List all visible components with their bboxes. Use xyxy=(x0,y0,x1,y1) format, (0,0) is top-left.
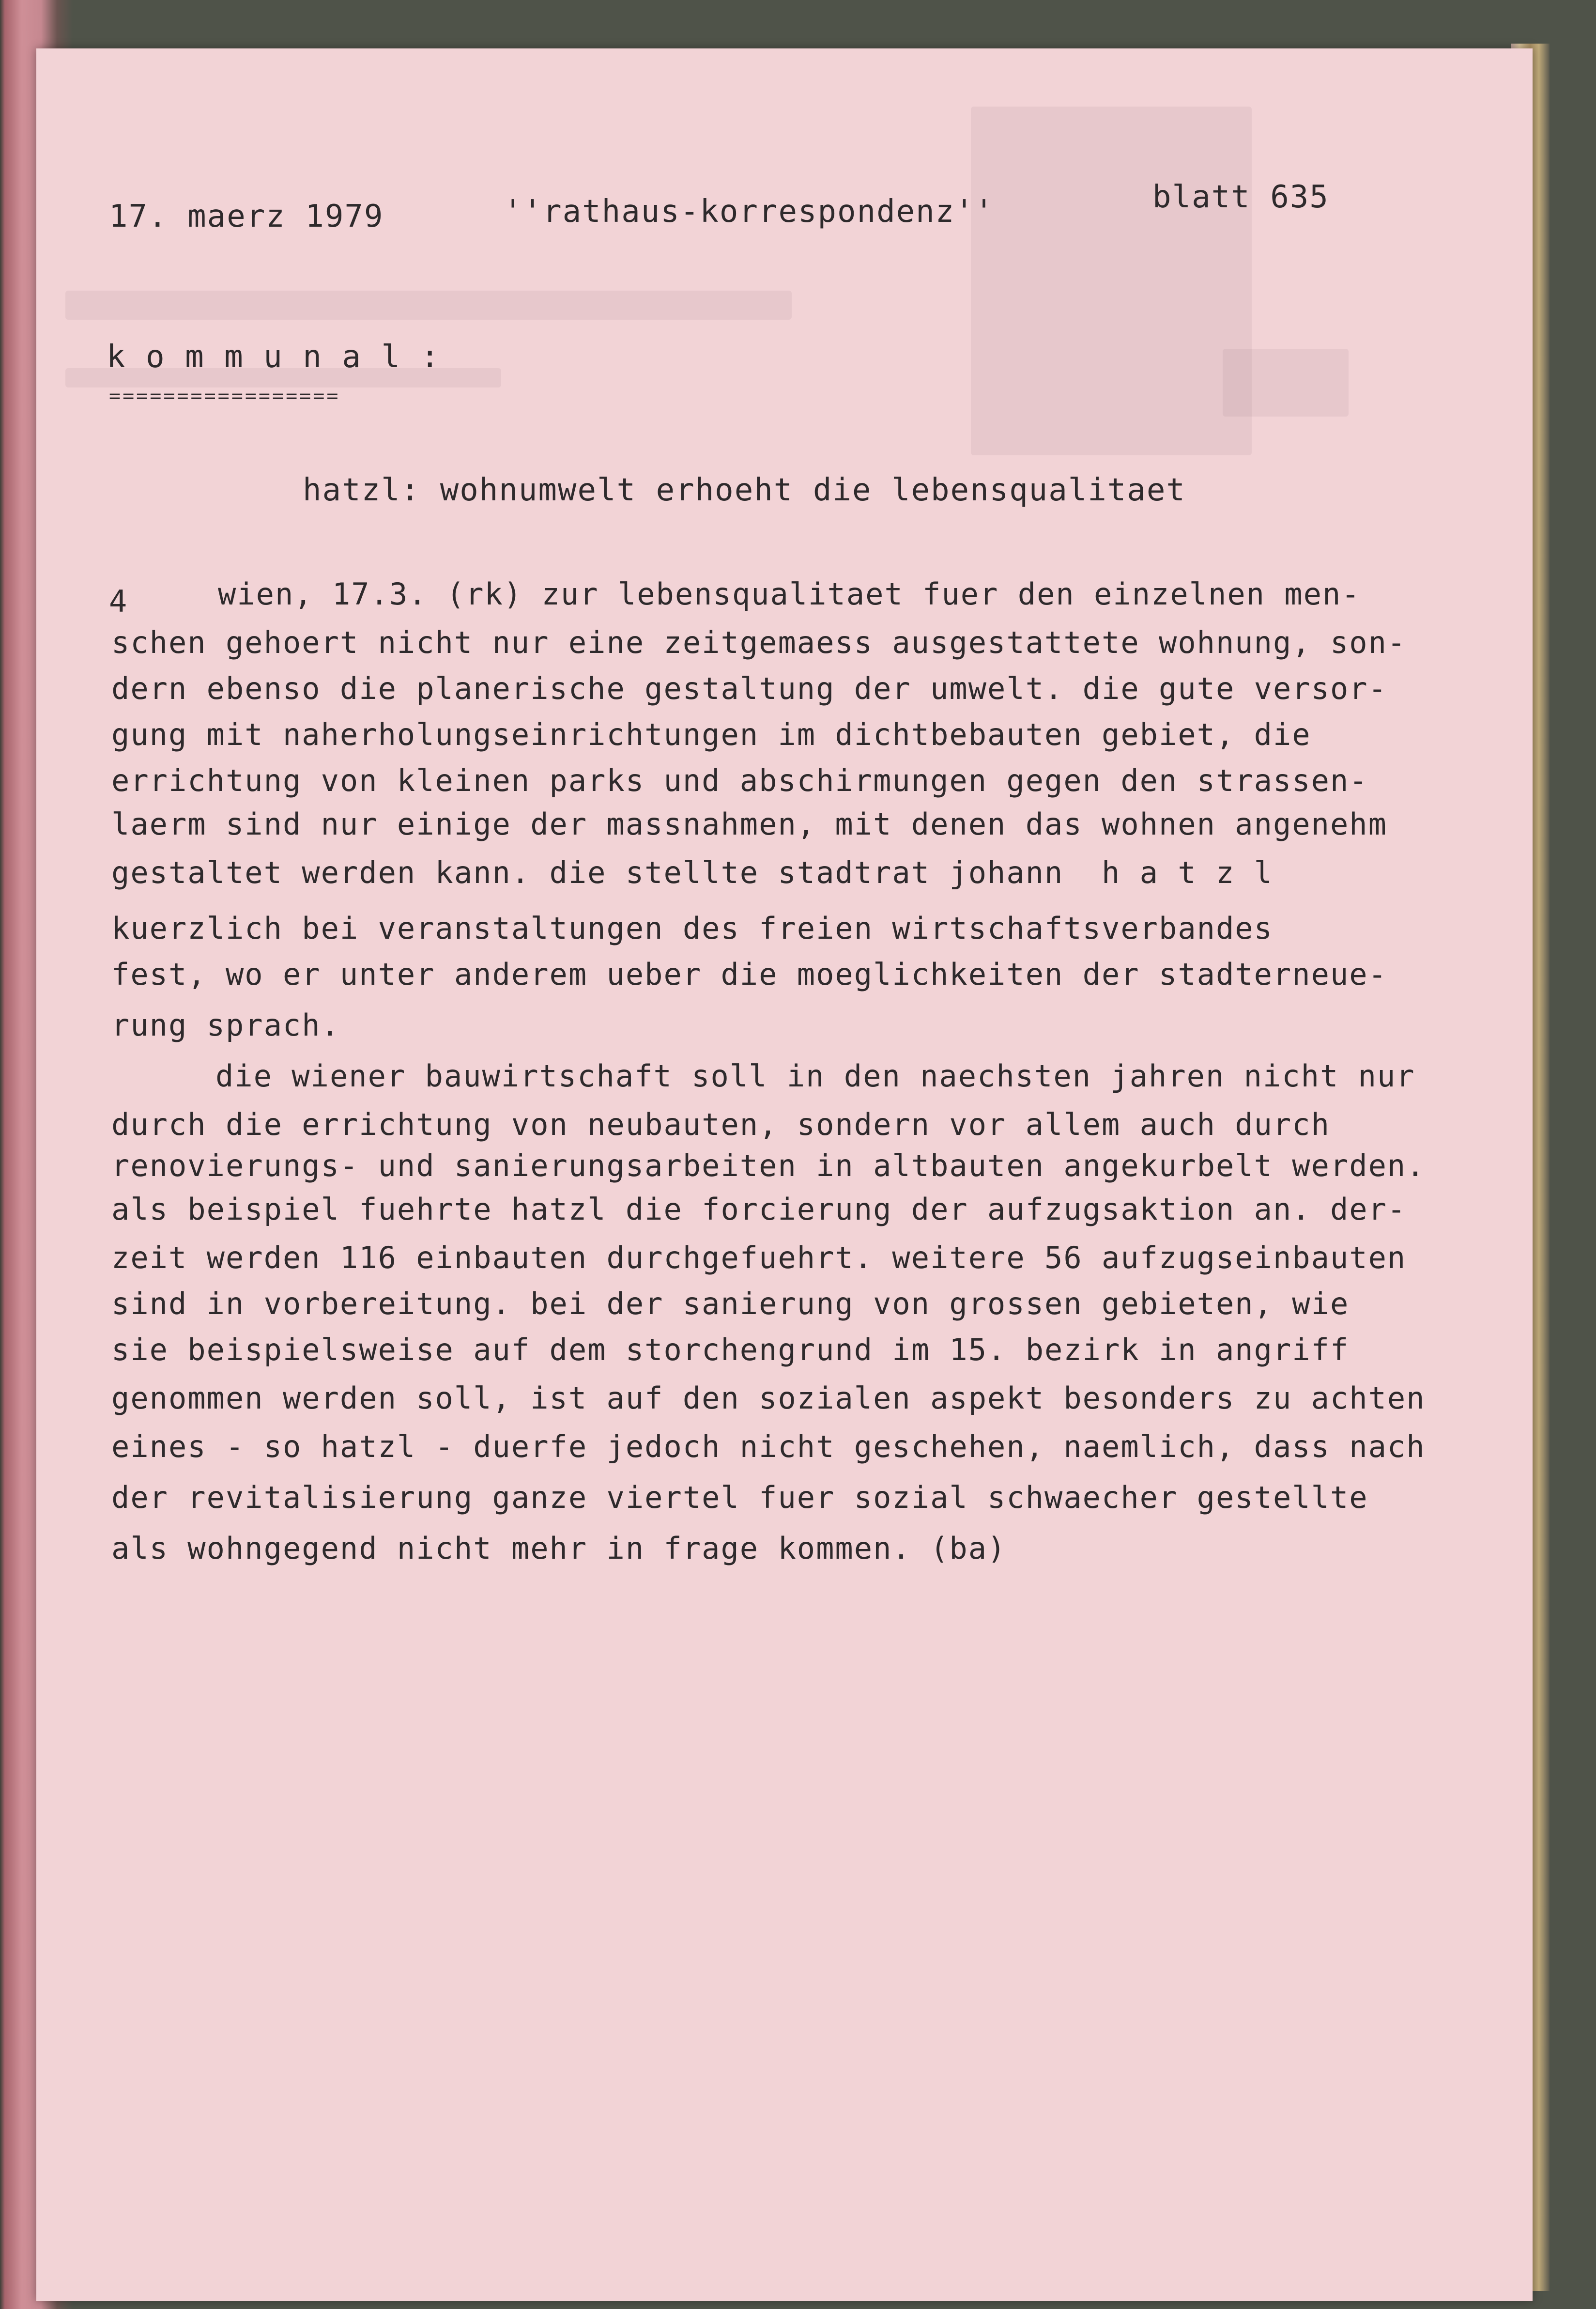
body-line: als beispiel fuehrte hatzl die forcierung der aufzugsaktion an. der- xyxy=(111,1192,1407,1227)
body-line: kuerzlich bei veranstaltungen des freien wirtschaftsverbandes xyxy=(111,911,1273,946)
body-line: rung sprach. xyxy=(111,1007,340,1043)
body-line: fest, wo er unter anderem ueber die moeglichkeiten der stadterneue- xyxy=(111,957,1387,992)
show-through-letterhead xyxy=(971,107,1252,455)
section-title: k o m m u n a l : xyxy=(107,339,441,375)
body-line: sie beispielsweise auf dem storchengrund im 15. bezirk in angriff xyxy=(111,1332,1350,1367)
body-line: dern ebenso die planerische gestaltung der umwelt. die gute versor- xyxy=(111,671,1387,706)
header-sheet-number: blatt 635 xyxy=(1152,179,1329,215)
body-line: als wohngegend nicht mehr in frage kommen. (ba) xyxy=(111,1531,1007,1566)
show-through-line xyxy=(65,291,792,320)
body-line: errichtung von kleinen parks und abschirmungen gegen den strassen- xyxy=(111,763,1368,798)
show-through-mark xyxy=(1223,349,1349,417)
header-publication: ''rathaus-korrespondenz'' xyxy=(504,194,995,230)
body-line: die wiener bauwirtschaft soll in den naechsten jahren nicht nur xyxy=(215,1058,1415,1094)
header-date: 17. maerz 1979 xyxy=(109,199,384,234)
body-line: durch die errichtung von neubauten, sondern vor allem auch durch xyxy=(111,1107,1330,1142)
body-line: eines - so hatzl - duerfe jedoch nicht geschehen, naemlich, dass nach xyxy=(111,1429,1426,1464)
body-line: laerm sind nur einige der massnahmen, mit denen das wohnen angenehm xyxy=(111,806,1387,842)
body-line: gung mit naherholungseinrichtungen im dichtbebauten gebiet, die xyxy=(111,717,1311,752)
body-line: schen gehoert nicht nur eine zeitgemaess ausgestattete wohnung, son- xyxy=(111,625,1407,660)
body-line: zeit werden 116 einbauten durchgefuehrt. weitere 56 aufzugseinbauten xyxy=(111,1240,1407,1275)
body-line: genommen werden soll, ist auf den sozialen aspekt besonders zu achten xyxy=(111,1380,1426,1416)
section-underline: ================= xyxy=(109,385,340,407)
body-line: der revitalisierung ganze viertel fuer sozial schwaecher gestellte xyxy=(111,1480,1368,1515)
body-line: wien, 17.3. (rk) zur lebensqualitaet fuer den einzelnen men- xyxy=(218,576,1361,612)
body-line: renovierungs- und sanierungsarbeiten in altbauten angekurbelt werden. xyxy=(111,1148,1426,1183)
article-headline: hatzl: wohnumwelt erhoeht die lebensqualitaet xyxy=(303,472,1186,508)
body-line: gestaltet werden kann. die stellte stadtrat johann h a t z l xyxy=(111,855,1273,890)
body-line: sind in vorbereitung. bei der sanierung von grossen gebieten, wie xyxy=(111,1286,1350,1321)
item-number: 4 xyxy=(109,584,128,619)
